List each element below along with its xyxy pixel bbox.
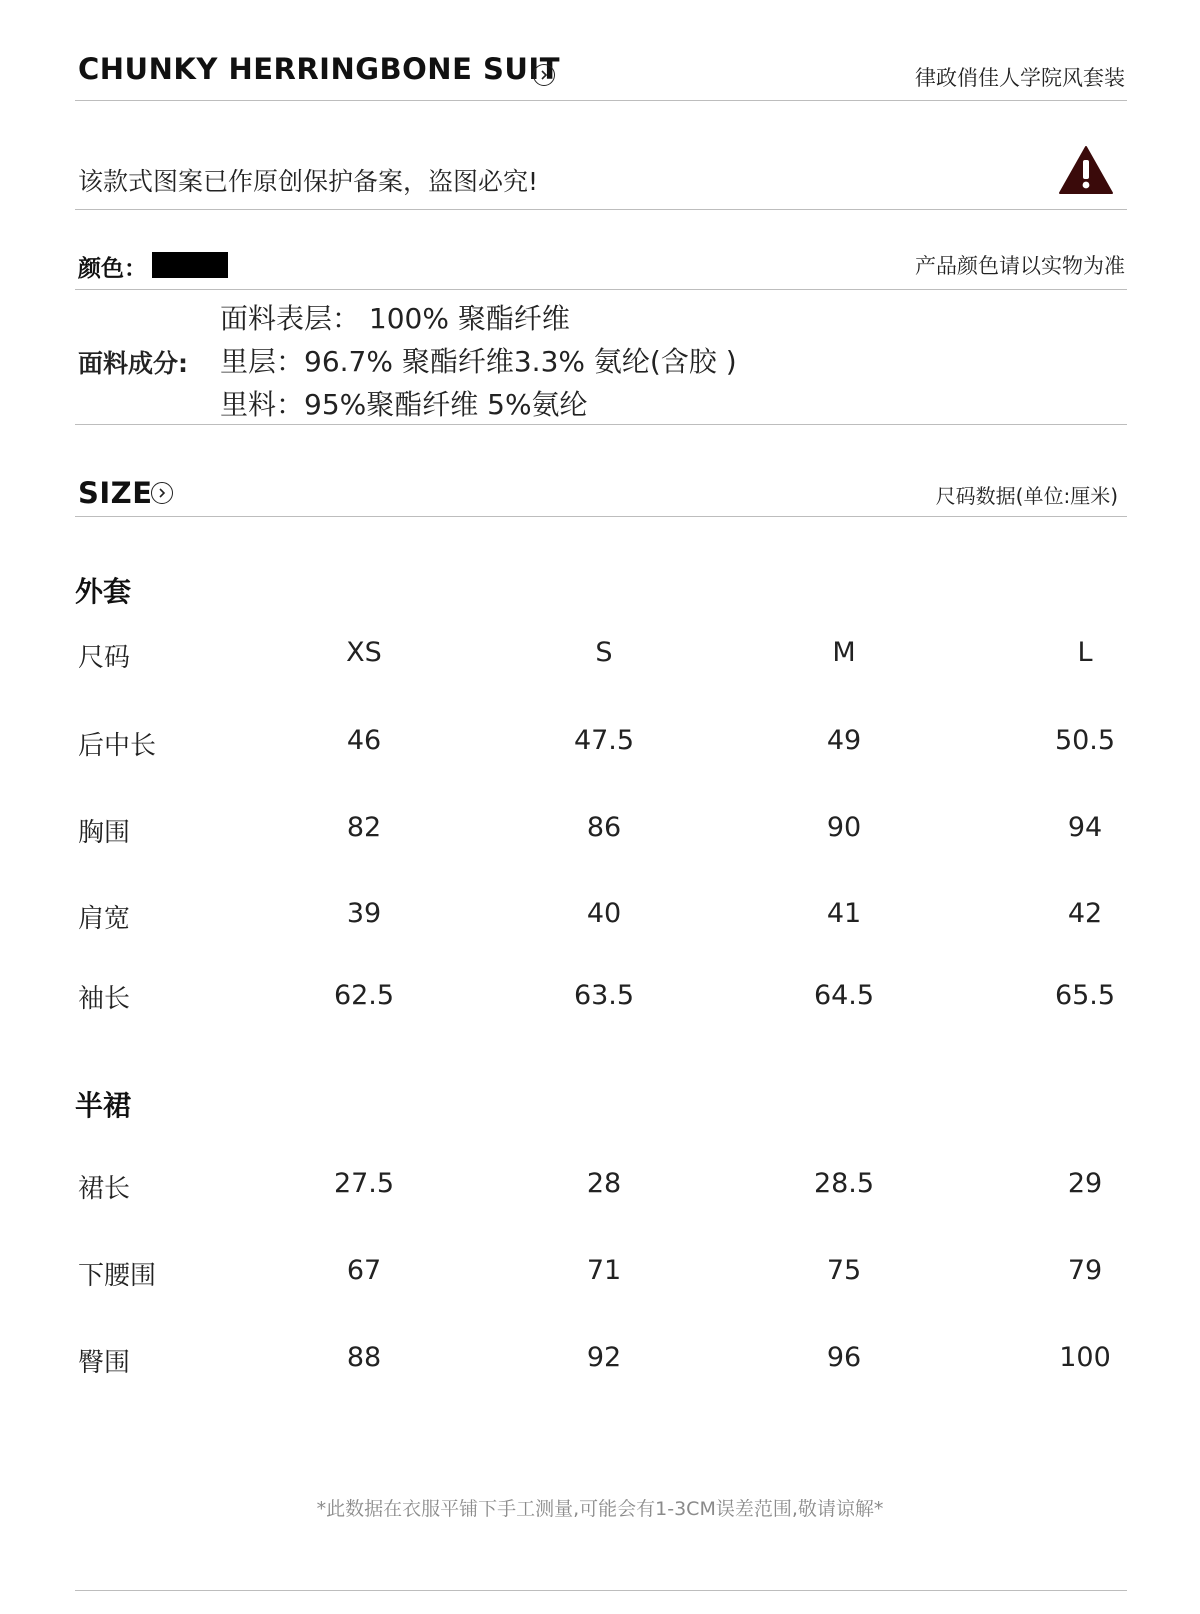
table-cell: 40	[586, 898, 622, 929]
table-cell: 46	[346, 725, 382, 756]
table-cell: 71	[586, 1255, 622, 1286]
fabric-label: 面料成分:	[78, 349, 188, 378]
product-title: CHUNKY HERRINGBONE SUIT	[78, 52, 560, 86]
jacket-row-label: 胸围	[78, 818, 131, 848]
skirt-row-label: 裙长	[78, 1174, 131, 1204]
measurement-disclaimer: *此数据在衣服平铺下手工测量,可能会有1-3CM误差范围,敬请谅解*	[316, 1498, 884, 1520]
size-unit-note: 尺码数据(单位:厘米)	[935, 484, 1118, 508]
jacket-section-title: 外套	[75, 575, 132, 608]
table-cell: 49	[826, 725, 862, 756]
color-swatch[interactable]	[152, 252, 228, 278]
size-col-header: M	[832, 637, 856, 668]
table-cell: 92	[586, 1342, 622, 1373]
fabric-inner-layer: 里层：96.7% 聚酯纤维3.3% 氨纶(含胶 )	[220, 345, 737, 378]
product-subtitle: 律政俏佳人学院风套装	[915, 66, 1125, 90]
table-cell: 79	[1067, 1255, 1103, 1286]
table-cell: 88	[346, 1342, 382, 1373]
table-cell: 42	[1067, 898, 1103, 929]
table-cell: 29	[1067, 1168, 1103, 1199]
table-cell: 62.5	[333, 980, 395, 1011]
chevron-right-circle-icon[interactable]	[151, 482, 173, 504]
table-cell: 41	[826, 898, 862, 929]
warning-icon	[1058, 145, 1114, 195]
table-cell: 65.5	[1054, 980, 1116, 1011]
table-cell: 64.5	[813, 980, 875, 1011]
fabric-outer-layer: 面料表层： 100% 聚酯纤维	[220, 302, 570, 335]
chevron-right-circle-icon[interactable]	[533, 64, 555, 86]
table-cell: 86	[586, 812, 622, 843]
skirt-section-title: 半裙	[75, 1089, 132, 1122]
size-title: SIZE	[78, 476, 153, 510]
jacket-row-label: 肩宽	[78, 904, 131, 934]
size-header-label: 尺码	[78, 643, 131, 673]
table-cell: 96	[826, 1342, 862, 1373]
table-cell: 28	[586, 1168, 622, 1199]
table-cell: 82	[346, 812, 382, 843]
table-cell: 47.5	[573, 725, 635, 756]
divider	[75, 424, 1127, 425]
divider	[75, 100, 1127, 101]
size-col-header: XS	[346, 637, 382, 668]
divider	[75, 1590, 1127, 1591]
table-cell: 94	[1067, 812, 1103, 843]
table-cell: 50.5	[1054, 725, 1116, 756]
table-cell: 75	[826, 1255, 862, 1286]
skirt-row-label: 下腰围	[78, 1261, 157, 1291]
color-label: 颜色：	[78, 256, 147, 282]
table-cell: 63.5	[573, 980, 635, 1011]
table-cell: 39	[346, 898, 382, 929]
skirt-row-label: 臀围	[78, 1348, 131, 1378]
table-cell: 90	[826, 812, 862, 843]
fabric-lining: 里料：95%聚酯纤维 5%氨纶	[220, 388, 588, 421]
jacket-row-label: 袖长	[78, 984, 131, 1014]
divider	[75, 289, 1127, 290]
table-cell: 100	[1059, 1342, 1111, 1373]
table-cell: 28.5	[813, 1168, 875, 1199]
color-note: 产品颜色请以实物为准	[915, 254, 1125, 278]
divider	[75, 209, 1127, 210]
size-col-header: L	[1077, 637, 1093, 668]
divider	[75, 516, 1127, 517]
table-cell: 67	[346, 1255, 382, 1286]
copyright-notice: 该款式图案已作原创保护备案，盗图必究!	[78, 167, 539, 196]
jacket-row-label: 后中长	[78, 731, 157, 761]
table-cell: 27.5	[333, 1168, 395, 1199]
size-col-header: S	[595, 637, 613, 668]
